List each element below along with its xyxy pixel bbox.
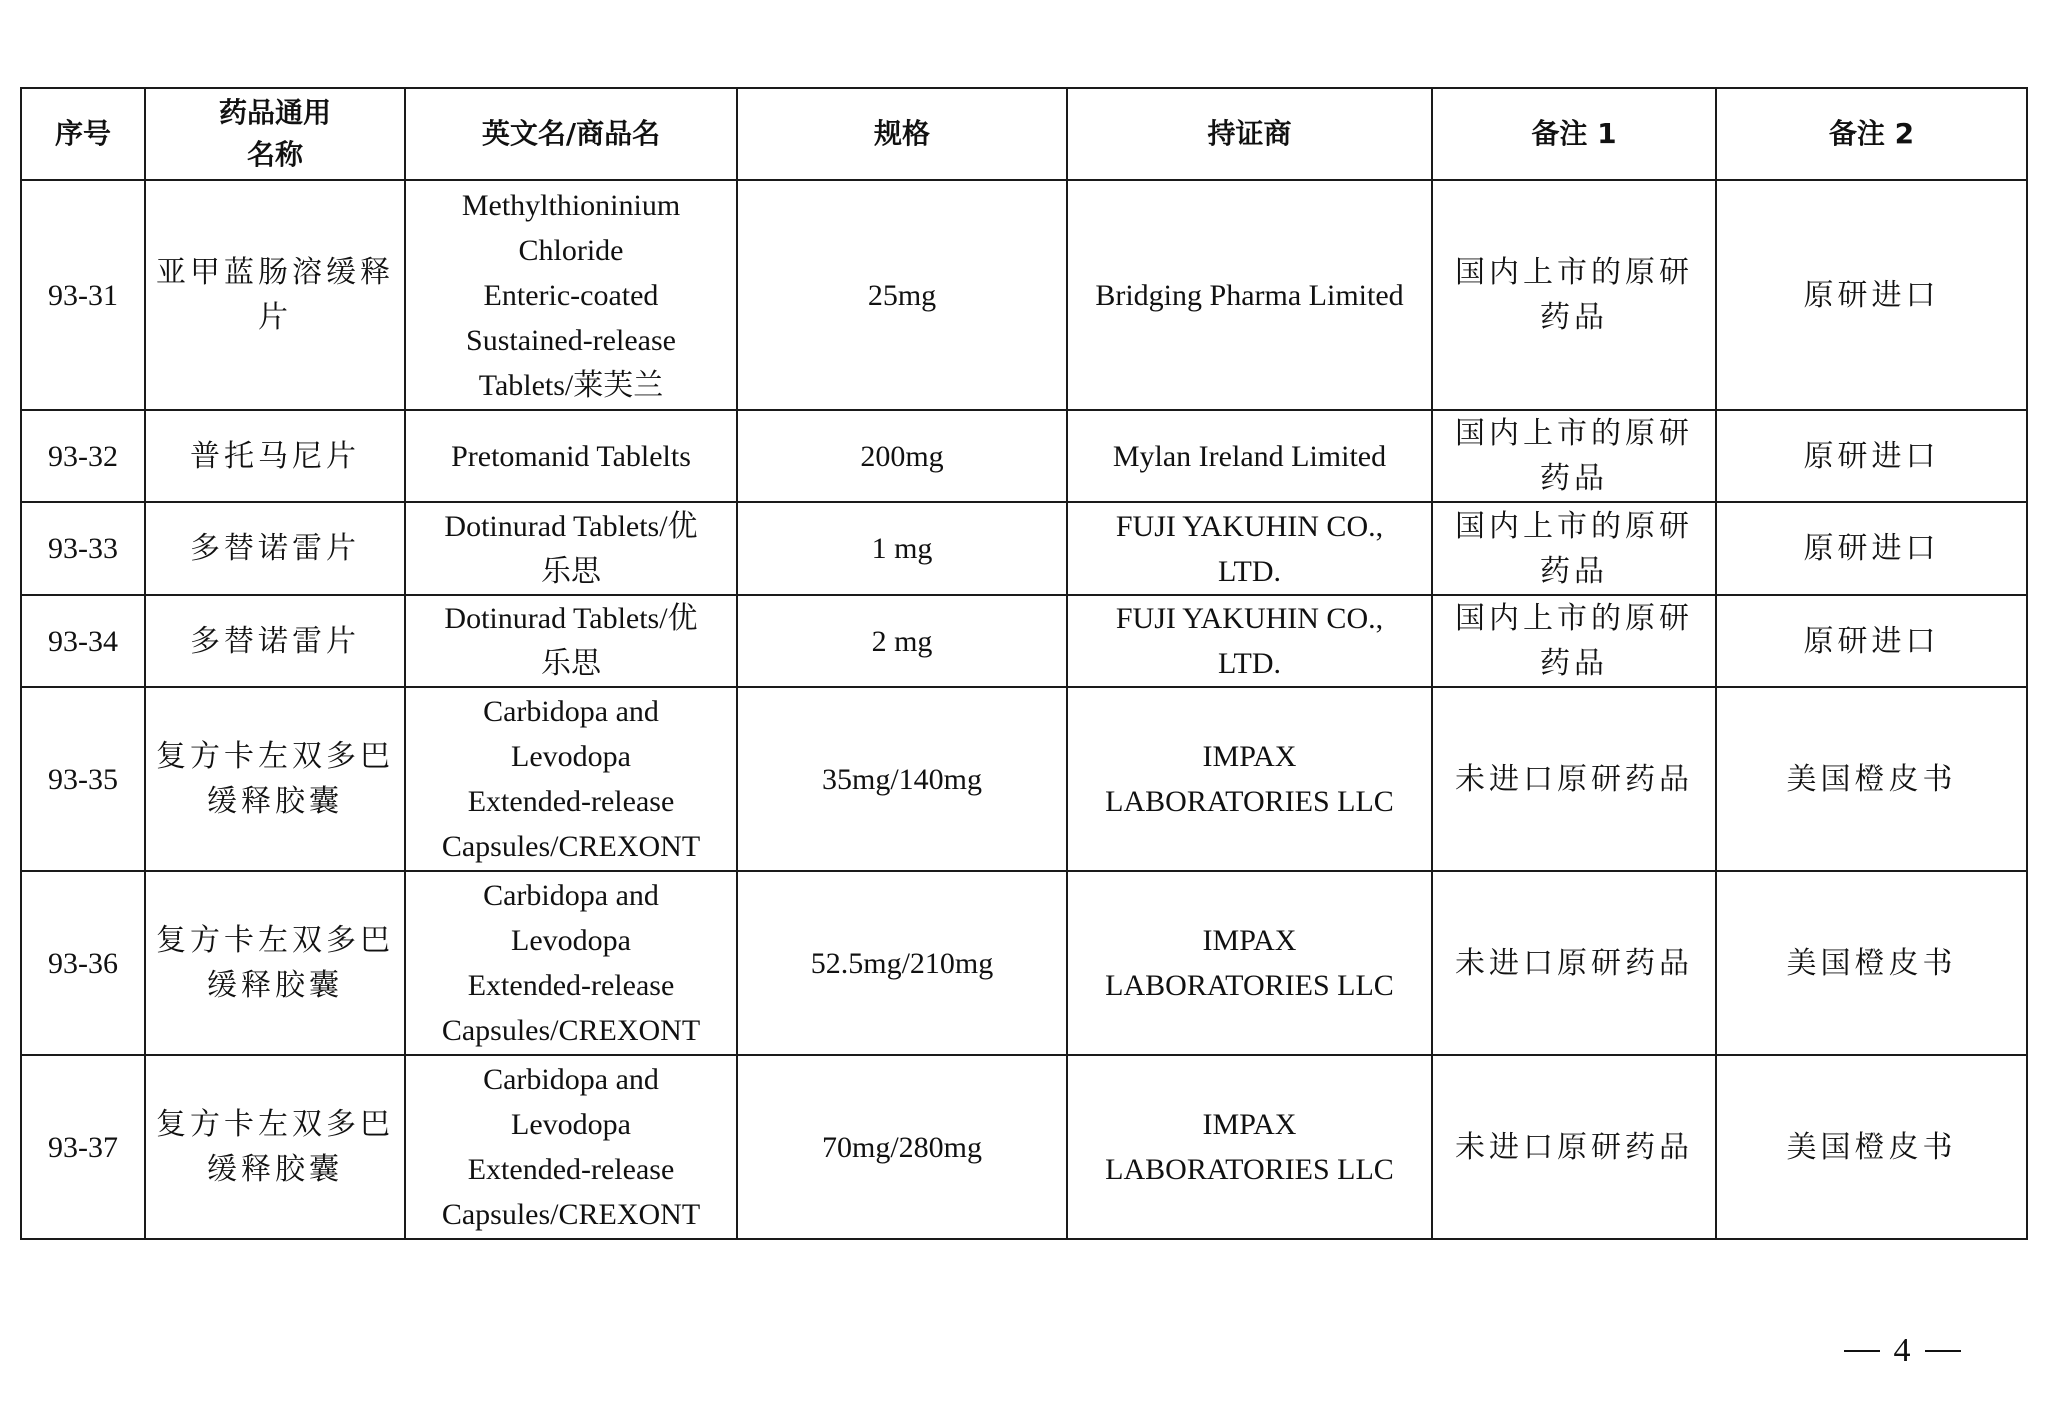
cell-note1-line: 未进口原研药品: [1455, 945, 1693, 981]
cell-spec: 2 mg: [737, 595, 1067, 687]
cell-holder-line: LTD.: [1217, 554, 1282, 588]
cell-note1-line: 国内上市的原研: [1455, 601, 1693, 636]
cell-seq: 93-33: [21, 502, 145, 595]
cell-seq: 93-37: [21, 1055, 145, 1239]
table-body: [21, 180, 2027, 1239]
cell-note2: 美国橙皮书: [1716, 687, 2027, 871]
header-holder: 持证商: [1067, 88, 1432, 180]
cell-english-name-line: Tablets/莱芙兰: [478, 368, 664, 402]
cell-holder-line: LTD.: [1217, 647, 1282, 680]
cell-english-name: [405, 687, 737, 871]
cell-holder-line: LABORATORIES LLC: [1105, 969, 1394, 1002]
cell-note1: [1432, 180, 1716, 410]
cell-note1: [1432, 502, 1716, 595]
page-number-dash-left: [1844, 1350, 1880, 1352]
table-row: [21, 1055, 2027, 1239]
cell-english-name-line: 乐思: [541, 647, 601, 680]
table-row: [21, 502, 2027, 595]
header-english-name: 英文名/商品名: [405, 88, 737, 180]
cell-english-name-line: Extended-release: [467, 1153, 675, 1186]
cell-generic-name: [145, 871, 405, 1055]
cell-note1-line: 未进口原研药品: [1455, 761, 1693, 797]
cell-generic-name-line: 复方卡左双多巴: [156, 923, 394, 958]
cell-holder: [1067, 502, 1432, 595]
cell-english-name-line: Methylthioninium: [461, 188, 681, 222]
cell-seq: 93-35: [21, 687, 145, 871]
cell-note1: [1432, 1055, 1716, 1239]
cell-holder-line: LABORATORIES LLC: [1105, 1153, 1394, 1186]
cell-seq: 93-31: [21, 180, 145, 410]
header-generic-name-line1: 药品通用: [218, 96, 331, 129]
cell-generic-name-line: 缓释胶囊: [207, 784, 343, 819]
page-number-value: 4: [1893, 1332, 1911, 1369]
cell-note2: 原研进口: [1716, 410, 2027, 502]
table-header: [21, 88, 2027, 180]
cell-spec: 52.5mg/210mg: [737, 871, 1067, 1055]
cell-holder-line: FUJI YAKUHIN CO.,: [1115, 602, 1384, 635]
cell-holder-line: Bridging Pharma Limited: [1095, 278, 1404, 312]
header-seq: 序号: [21, 88, 145, 180]
cell-holder-line: LABORATORIES LLC: [1105, 785, 1394, 818]
cell-note1-line: 药品: [1540, 461, 1608, 496]
cell-english-name-line: Capsules/CREXONT: [441, 1014, 701, 1047]
cell-generic-name: [145, 687, 405, 871]
cell-english-name-line: Capsules/CREXONT: [441, 830, 701, 863]
cell-english-name-line: Extended-release: [467, 969, 675, 1002]
cell-english-name-line: Capsules/CREXONT: [441, 1198, 701, 1231]
cell-note2: 原研进口: [1716, 180, 2027, 410]
header-note1: 备注 1: [1432, 88, 1716, 180]
cell-english-name: [405, 1055, 737, 1239]
cell-note1-line: 未进口原研药品: [1455, 1129, 1693, 1165]
cell-english-name: [405, 502, 737, 595]
table-row: [21, 180, 2027, 410]
header-note2: 备注 2: [1716, 88, 2027, 180]
cell-english-name-line: Sustained-release: [466, 323, 676, 357]
table-row: [21, 687, 2027, 871]
cell-generic-name-line: 亚甲蓝肠溶缓释: [156, 255, 394, 290]
cell-note2: 美国橙皮书: [1716, 1055, 2027, 1239]
cell-english-name-line: Pretomanid Tablelts: [451, 439, 691, 473]
cell-seq: 93-34: [21, 595, 145, 687]
cell-english-name-line: Chloride: [518, 233, 624, 267]
cell-generic-name-line: 缓释胶囊: [207, 968, 343, 1003]
cell-seq: 93-32: [21, 410, 145, 502]
cell-generic-name-line: 片: [258, 300, 292, 335]
cell-generic-name-line: 普托马尼片: [190, 438, 360, 474]
cell-spec: 200mg: [737, 410, 1067, 502]
cell-english-name-line: Carbidopa and: [483, 879, 659, 912]
table-row: [21, 871, 2027, 1055]
page-number-dash-right: [1925, 1350, 1961, 1352]
cell-note1-line: 国内上市的原研: [1455, 416, 1693, 451]
cell-holder: [1067, 871, 1432, 1055]
page-number: [1822, 1326, 1982, 1376]
cell-holder-line: IMPAX: [1202, 740, 1297, 773]
cell-note1-line: 药品: [1540, 646, 1608, 681]
cell-spec: 25mg: [737, 180, 1067, 410]
cell-note2: 原研进口: [1716, 595, 2027, 687]
cell-generic-name: [145, 502, 405, 595]
header-generic-name: [145, 88, 405, 180]
cell-note1-line: 国内上市的原研: [1455, 255, 1693, 290]
cell-holder-line: IMPAX: [1202, 924, 1297, 957]
cell-spec: 35mg/140mg: [737, 687, 1067, 871]
cell-note1-line: 药品: [1540, 300, 1608, 335]
cell-english-name: [405, 595, 737, 687]
cell-note1-line: 药品: [1540, 553, 1608, 589]
cell-generic-name-line: 多替诺雷片: [190, 623, 360, 659]
cell-holder-line: Mylan Ireland Limited: [1112, 439, 1387, 473]
drug-list-table: [20, 87, 2028, 1240]
cell-generic-name-line: 多替诺雷片: [190, 531, 360, 566]
cell-holder: [1067, 1055, 1432, 1239]
cell-english-name-line: Dotinurad Tablets/优: [444, 509, 698, 543]
cell-note1: [1432, 595, 1716, 687]
cell-note1: [1432, 687, 1716, 871]
cell-note2: 原研进口: [1716, 502, 2027, 595]
header-row: [21, 88, 2027, 180]
cell-holder: [1067, 180, 1432, 410]
cell-generic-name-line: 复方卡左双多巴: [156, 1107, 394, 1142]
cell-english-name-line: Enteric-coated: [483, 278, 659, 312]
cell-english-name-line: 乐思: [541, 554, 601, 588]
cell-english-name-line: Dotinurad Tablets/优: [444, 602, 698, 635]
cell-seq: 93-36: [21, 871, 145, 1055]
cell-holder: [1067, 687, 1432, 871]
cell-english-name-line: Levodopa: [511, 740, 631, 773]
cell-generic-name-line: 缓释胶囊: [207, 1152, 343, 1187]
cell-spec: 1 mg: [737, 502, 1067, 595]
cell-note1-line: 国内上市的原研: [1455, 508, 1693, 544]
cell-english-name-line: Levodopa: [511, 1108, 631, 1141]
cell-english-name-line: Levodopa: [511, 924, 631, 957]
cell-generic-name: [145, 1055, 405, 1239]
cell-holder-line: IMPAX: [1202, 1108, 1297, 1141]
cell-english-name-line: Carbidopa and: [483, 1063, 659, 1096]
cell-english-name: [405, 871, 737, 1055]
cell-english-name-line: Carbidopa and: [483, 695, 659, 728]
header-generic-name-line2: 名称: [246, 138, 303, 171]
cell-english-name: [405, 180, 737, 410]
cell-spec: 70mg/280mg: [737, 1055, 1067, 1239]
cell-english-name: [405, 410, 737, 502]
cell-holder: [1067, 410, 1432, 502]
cell-note1: [1432, 871, 1716, 1055]
table-row: [21, 595, 2027, 687]
cell-english-name-line: Extended-release: [467, 785, 675, 818]
cell-generic-name: [145, 595, 405, 687]
cell-holder: [1067, 595, 1432, 687]
cell-note1: [1432, 410, 1716, 502]
cell-holder-line: FUJI YAKUHIN CO.,: [1115, 509, 1384, 543]
cell-generic-name: [145, 180, 405, 410]
table-row: [21, 410, 2027, 502]
cell-generic-name: [145, 410, 405, 502]
header-spec: 规格: [737, 88, 1067, 180]
cell-generic-name-line: 复方卡左双多巴: [156, 739, 394, 774]
cell-note2: 美国橙皮书: [1716, 871, 2027, 1055]
